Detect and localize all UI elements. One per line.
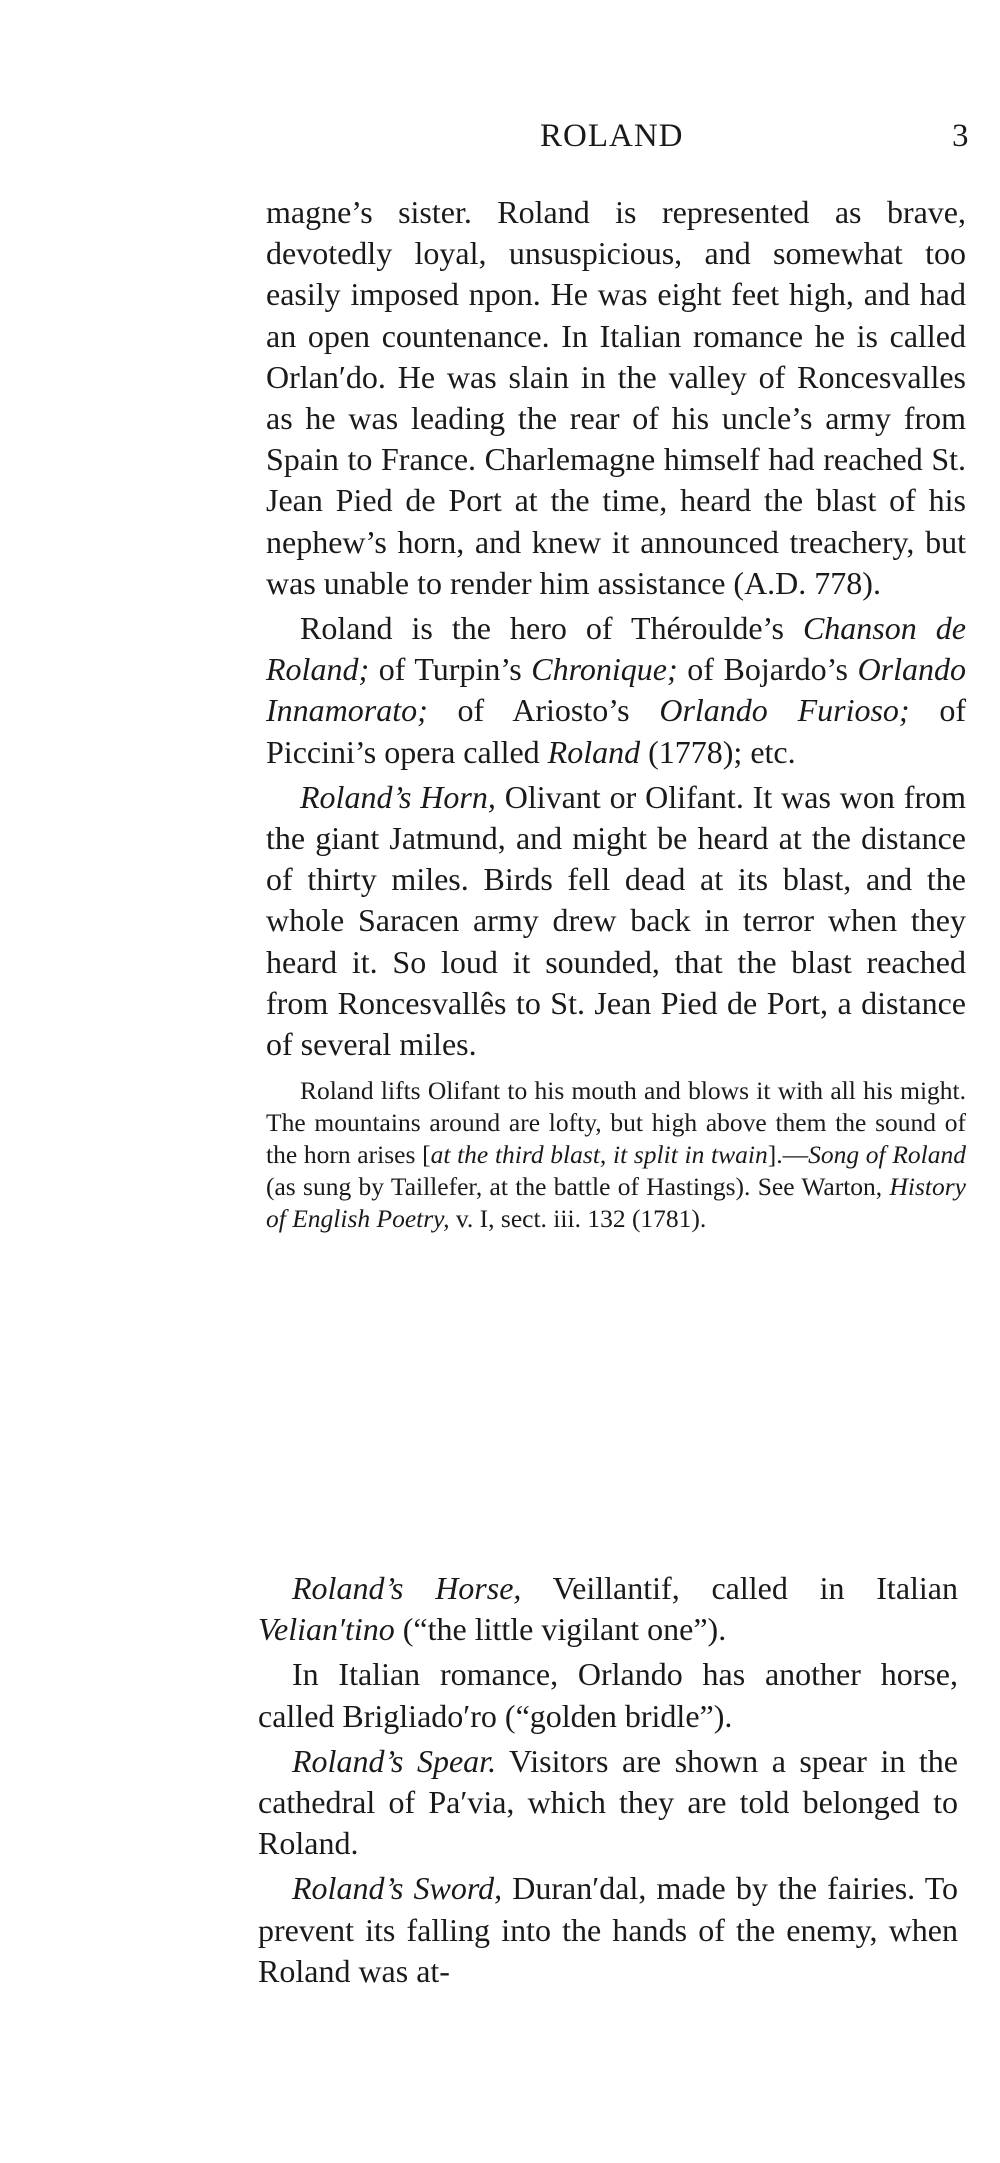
quote-text: ].—: [767, 1140, 809, 1170]
work-title: History of English Poetry,: [266, 1172, 966, 1234]
date-era: A.D.: [744, 564, 807, 601]
paragraph-text: Veillantif, called in Italian: [521, 1570, 959, 1606]
work-title: Roland: [547, 733, 641, 770]
work-title: Orlando Furioso;: [659, 692, 910, 729]
work-title: Chanson de Roland;: [266, 610, 967, 688]
paragraph-roland-hero: [266, 608, 966, 773]
paragraph-text: of Piccini’s opera called: [266, 692, 967, 770]
entry-heading: Roland’s Spear.: [292, 1742, 497, 1779]
text-column-lower: [258, 1568, 958, 1992]
entry-heading: Roland’s Sword,: [292, 1870, 503, 1907]
entry-heading: Roland’s Horse,: [292, 1570, 522, 1606]
paragraph-text: magne’s sister. Roland is represented as brave, devotedly loyal, unsuspicious, and somewhat too easily imposed npon. He was eight feet high, and had an open countenance. In Italian romance he is called Orlan′do. He was slain in the valley of Roncesvalles as he was leading the rear of his uncle’s army from Spain to France. Charlemagne himself had reached St. Jean Pied de Port at the time, heard the blast of his nephew’s horn, and knew it announced treachery, but was unable to render him assistance (: [266, 194, 966, 601]
paragraph-rolands-spear: [258, 1741, 958, 1865]
paragraph-orlando-horse: [258, 1654, 958, 1736]
paragraph-text: In Italian romance, Orlando has another horse, called Brigliado′ro (“golden bridle”).: [258, 1656, 958, 1734]
paragraph-text: of Ariosto’s: [427, 692, 660, 729]
paragraph-text: Olivant or Olifant. It was won from the giant Jatmund, and might be heard at the distance of thirty miles. Birds fell dead at its blast, and the whole Saracen army drew back in terror when they heard it. So loud it sounded, that the blast reached from Roncesvallês to St. Jean Pied de Port, a distance of several miles.: [266, 778, 967, 1063]
paragraph-text: 778).: [806, 564, 881, 601]
paragraph-text: Duran′dal, made by the fairies. To prevent its falling into the hands of the enemy, when Roland was at-: [258, 1870, 959, 1989]
paragraph-text: (1778); etc.: [640, 733, 796, 770]
quote-text: Roland lifts Olifant to his mouth and blows it with all his might. The mountains around are lofty, but high above them the sound of the horn arises [: [266, 1076, 966, 1170]
running-title: ROLAND: [540, 118, 684, 154]
italic-name: Velian′tino: [258, 1611, 395, 1648]
quote-text: v. I, sect. iii. 132 (1781).: [449, 1204, 707, 1234]
paragraph-text: (“the little vigilant one”).: [394, 1611, 727, 1648]
paragraph-text: of Turpin’s: [369, 651, 532, 688]
paragraph-rolands-sword: [258, 1868, 958, 1992]
page-number: 3: [952, 118, 969, 154]
work-title: Orlando Innamorato;: [266, 651, 967, 729]
running-head: [0, 118, 1000, 168]
work-title: Chronique;: [531, 651, 678, 688]
quote-text: (as sung by Taillefer, at the battle of Hastings). See Warton,: [266, 1172, 890, 1202]
paragraph-rolands-horse: [258, 1568, 958, 1650]
entry-heading: Roland’s Horn,: [300, 778, 496, 815]
paragraph-text: Roland is the hero of Théroulde’s: [300, 610, 803, 647]
quote-text-italic: at the third blast, it split in twain: [430, 1140, 768, 1170]
paragraph-text: Visitors are shown a spear in the cathedral of Pa′via, which they are told belonged to Roland.: [258, 1742, 959, 1862]
quotation-song-of-roland: [266, 1075, 966, 1235]
text-column-upper: [266, 192, 966, 1247]
work-title: Song of Roland: [808, 1140, 966, 1170]
paragraph-rolands-horn: [266, 777, 966, 1065]
paragraph-continuation: [266, 192, 966, 604]
paragraph-text: of Bojardo’s: [677, 651, 858, 688]
